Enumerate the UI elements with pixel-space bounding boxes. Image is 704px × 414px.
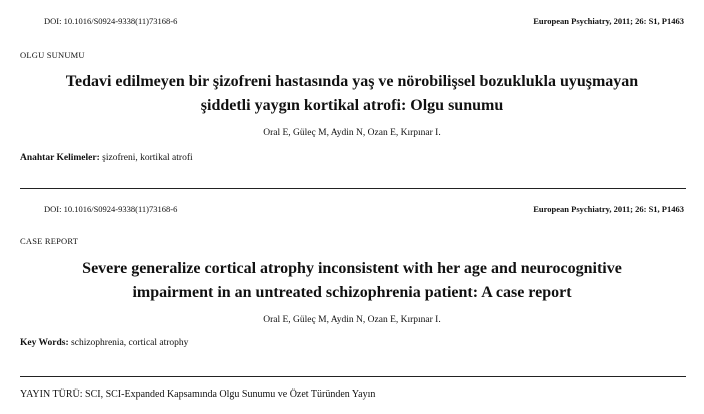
title-en-line1: Severe generalize cortical atrophy inconsistent with her age and neurocognitive — [82, 260, 622, 277]
authors-en: Oral E, Güleç M, Aydin N, Ozan E, Kırpınar I. — [263, 315, 441, 325]
keywords-label-tr: Anahtar Kelimeler: — [20, 153, 100, 163]
keywords-tr — [20, 153, 193, 163]
title-tr-line1: Tedavi edilmeyen bir şizofreni hastasında yaş ve nörobilişsel bozuklukla uyuşmayan — [65, 73, 639, 90]
section-label-tr: OLGU SUNUMU — [20, 50, 85, 60]
journal-citation-en: European Psychiatry, 2011; 26: S1, P1463 — [533, 204, 684, 214]
keywords-label-en: Key Words: — [20, 338, 69, 348]
title-tr-line2: şiddetli yaygın kortikal atrofi: Olgu sunumu — [200, 97, 504, 114]
divider-2 — [20, 376, 686, 377]
keywords-en — [20, 338, 188, 348]
section-label-en: CASE REPORT — [20, 236, 79, 246]
doi-tr: DOI: 10.1016/S0924-9338(11)73168-6 — [44, 16, 178, 26]
keywords-value-en: schizophrenia, cortical atrophy — [71, 338, 189, 348]
publication-type: YAYIN TÜRÜ: SCI, SCI-Expanded Kapsamında Olgu Sunumu ve Özet Türünden Yayın — [20, 389, 376, 400]
divider-1 — [20, 188, 686, 189]
journal-citation-tr: European Psychiatry, 2011; 26: S1, P1463 — [533, 16, 684, 26]
authors-tr: Oral E, Güleç M, Aydin N, Ozan E, Kırpınar I. — [263, 128, 441, 138]
keywords-value-tr: şizofreni, kortikal atrofi — [102, 153, 193, 163]
doi-en: DOI: 10.1016/S0924-9338(11)73168-6 — [44, 204, 178, 214]
title-en-line2: impairment in an untreated schizophrenia patient: A case report — [132, 284, 572, 301]
